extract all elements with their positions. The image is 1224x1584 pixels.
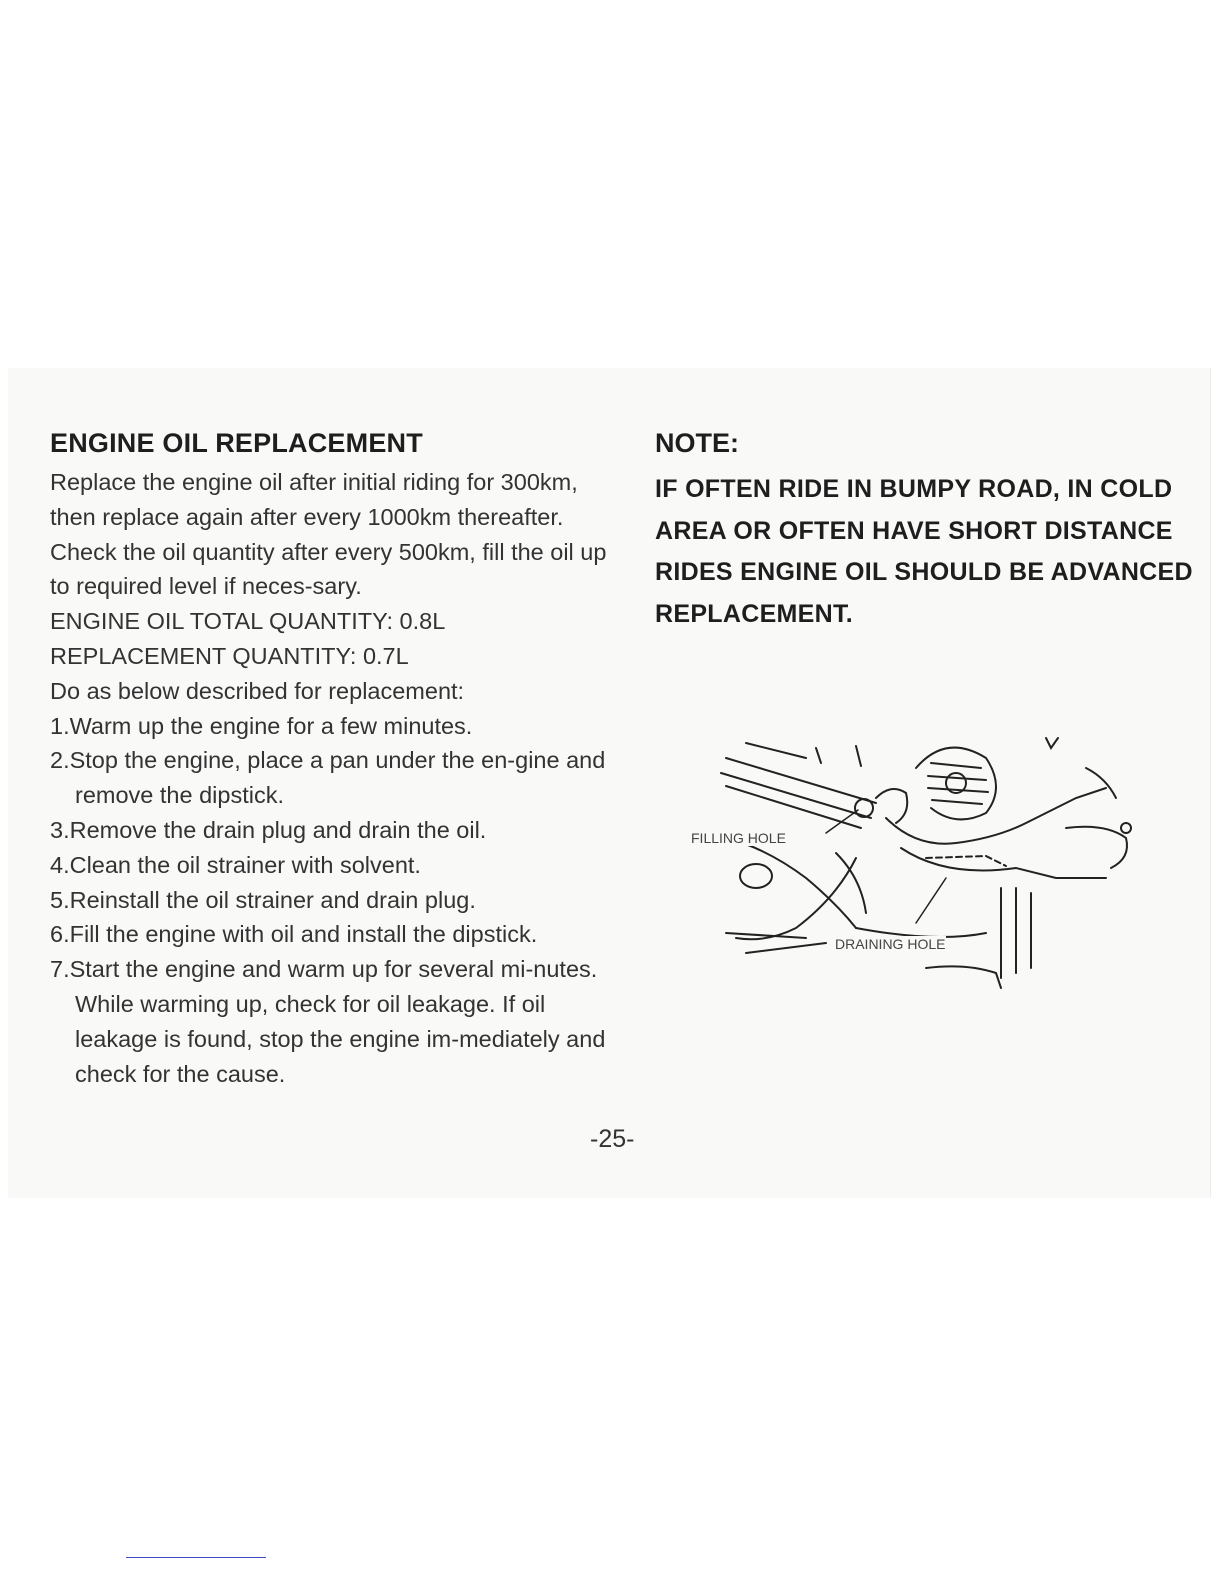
step-item: 4.Clean the oil strainer with solvent.: [50, 851, 421, 878]
step-item: 1.Warm up the engine for a few minutes.: [50, 712, 473, 739]
left-column: [50, 428, 625, 1091]
footer-rule: [126, 1557, 266, 1558]
page-number: -25-: [590, 1125, 635, 1153]
step-item: 2.Stop the engine, place a pan under the en-gine and remove the dipstick.: [50, 747, 606, 809]
step-item: 6.Fill the engine with oil and install the dipstick.: [50, 921, 538, 948]
engine-drawing: [686, 728, 1146, 998]
total-quantity: ENGINE OIL TOTAL QUANTITY: 0.8L: [50, 608, 446, 635]
intro-paragraph: Replace the engine oil after initial riding for 300km, then replace again after every 1000km thereafter. Check the oil quantity after every 500km, fill the oil up to required level if neces-sary.: [50, 469, 607, 600]
draining-hole-label: DRAINING HOLE: [835, 936, 946, 952]
procedure-intro: Do as below described for replacement:: [50, 677, 465, 704]
note-text: IF OFTEN RIDE IN BUMPY ROAD, IN COLD AREA OR OFTEN HAVE SHORT DISTANCE RIDES ENGINE OIL SHOULD BE ADVANCED REPLACEMENT.: [655, 475, 1193, 628]
filling-hole-label: FILLING HOLE: [691, 830, 786, 846]
step-item: 3.Remove the drain plug and drain the oil.: [50, 816, 487, 843]
right-column: [655, 428, 1200, 635]
step-item: 7.Start the engine and warm up for several mi-nutes. While warming up, check for oil leakage. If oil leakage is found, stop the engine im-mediately and check for the cause.: [50, 956, 606, 1087]
replacement-quantity: REPLACEMENT QUANTITY: 0.7L: [50, 642, 409, 669]
step-item: 5.Reinstall the oil strainer and drain plug.: [50, 886, 476, 913]
engine-diagram: [686, 728, 1146, 998]
section-heading: ENGINE OIL REPLACEMENT: [50, 428, 423, 458]
note-title: NOTE:: [655, 428, 739, 458]
